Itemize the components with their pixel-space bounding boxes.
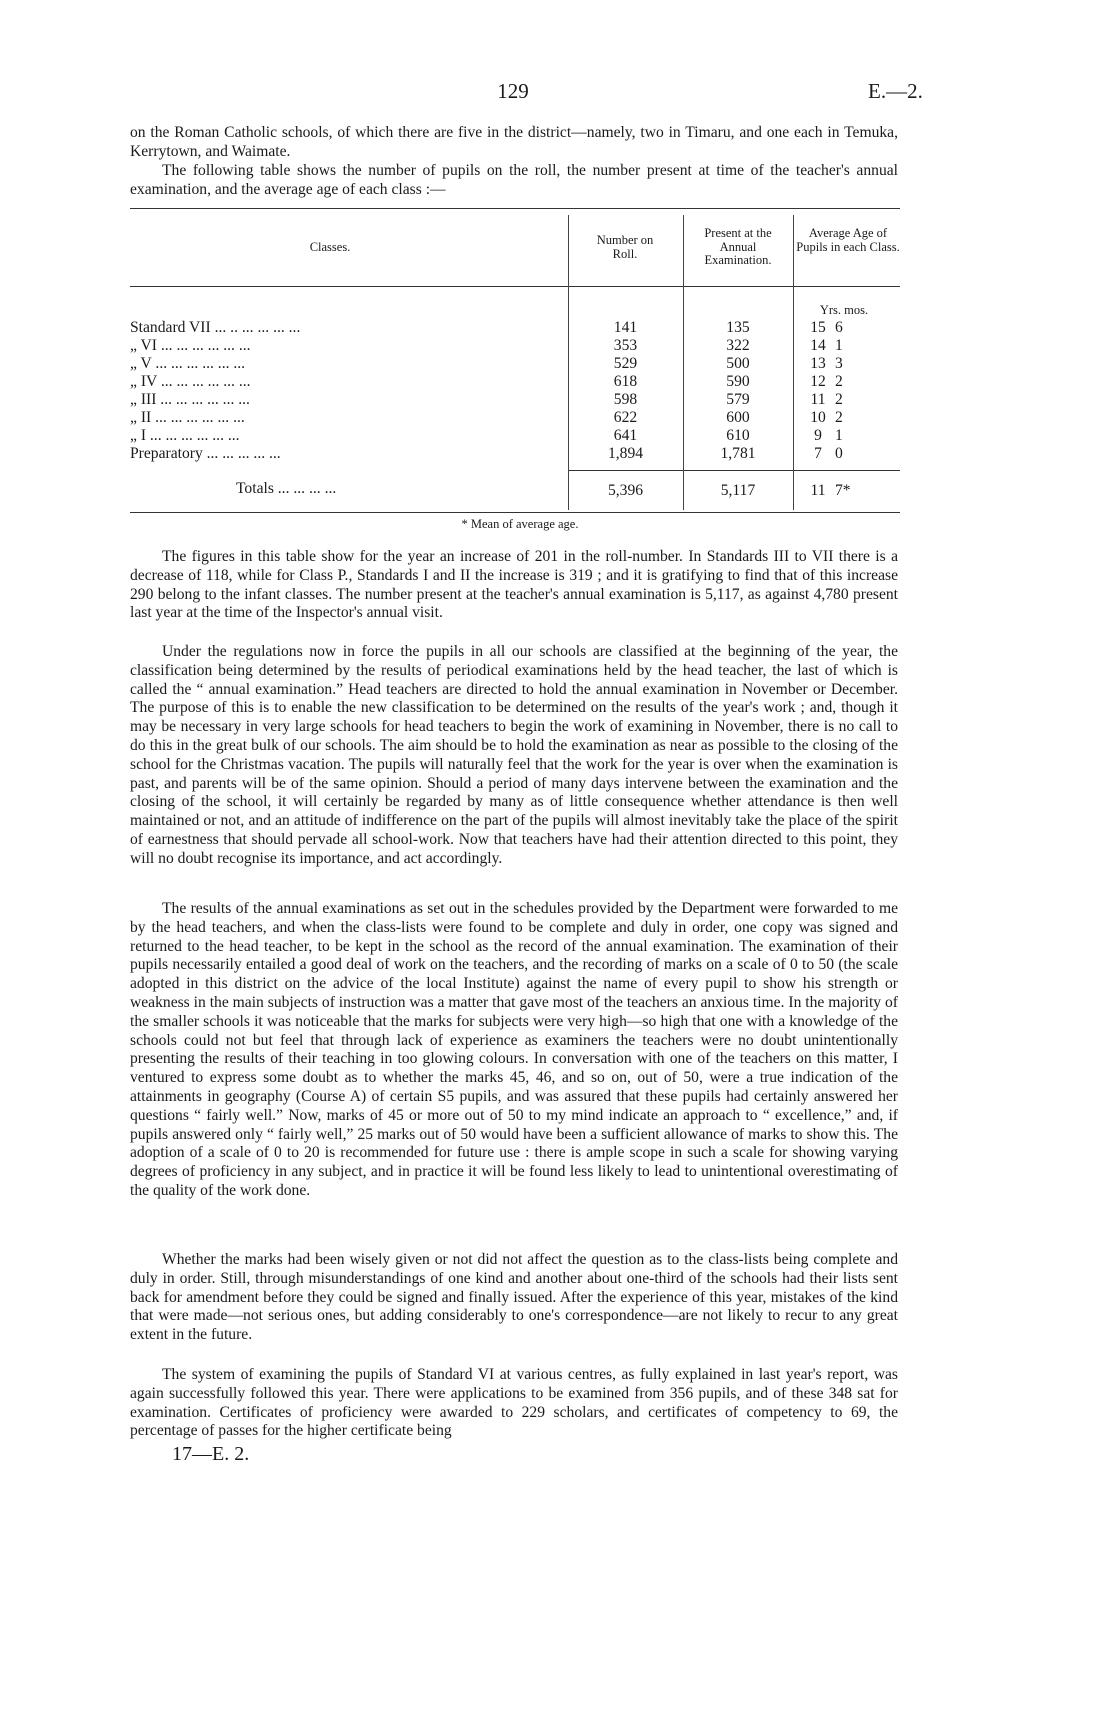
present-cell: 322 (726, 337, 750, 354)
totals-present: 5,117 (720, 482, 756, 499)
roll-cell: 529 (613, 355, 638, 372)
age-months-cell: 3 (835, 355, 843, 372)
present-cell: 590 (726, 373, 750, 390)
table-row-label: „ V ... ... ... ... ... ... (130, 355, 246, 372)
table-col-divider-3 (793, 215, 794, 510)
age-months-cell: 0 (835, 445, 843, 462)
age-units-label: Yrs. mos. (819, 303, 869, 317)
paragraph-3: The figures in this table show for the year an increase of 201 in the roll-number. In Standards III to VII there is a decrease of 118, while for Class P., Standards I and II the increase is 319 ; and it is gratifying to find that of this increase 290 belong to the infant classes. The number present at the teacher's annual examination is 5,117, as against 4,780 present last year at the time of the Inspector's annual visit. (130, 548, 898, 622)
totals-label: Totals ... ... ... ... (236, 480, 337, 497)
table-row-label: „ III ... ... ... ... ... ... (130, 391, 250, 408)
age-months-cell: 1 (835, 427, 843, 444)
table-totals-rule (568, 470, 900, 471)
roll-cell: 622 (613, 409, 638, 426)
paragraph-4: Under the regulations now in force the pupils in all our schools are classified at the beginning of the year, the classification being determined by the results of periodical examinations held by the head teacher, the last of which is called the “ annual examination.” Head teachers are directed to hold the annual examination in November or December. The purpose of this is to enable the new classification to be determined on the results of the year's work ; and, though it may be necessary in very large schools for head teachers to begin the work of examining in November, there is no call to do this in the great bulk of our schools. The aim should be to hold the examination as near as possible to the closing of the school for the Christmas vacation. The pupils will naturally feel that the work for the year is over when the examination is past, and parents will be of the same opinion. Should a period of many days intervene between the examination and the closing of the school, it will certainly be regarded by many as of little consequence whether attendance is then well maintained or not, and an attitude of indifference on the part of the pupils will almost inevitably take the place of the spirit of earnestness that should pervade all school-work. Now that teachers have had their attention directed to this point, they will no doubt recognise its importance, and act accordingly. (130, 643, 898, 867)
paragraph-7: The system of examining the pupils of Standard VI at various centres, as fully explained in last year's report, was again successfully followed this year. There were applications to be examined from 356 pupils, and of these 348 sat for examination. Certificates of proficiency were awarded to 229 scholars, and certificates of competency to 69, the percentage of passes for the higher certificate being (130, 1366, 898, 1440)
header-classes: Classes. (309, 240, 351, 254)
header-number-on-roll: Number on Roll. (596, 233, 654, 261)
roll-cell: 618 (613, 373, 638, 390)
present-cell: 610 (726, 427, 750, 444)
table-row-label: „ IV ... ... ... ... ... ... (130, 373, 251, 390)
roll-cell: 641 (613, 427, 638, 444)
totals-roll: 5,396 (607, 482, 644, 499)
roll-cell: 598 (613, 391, 638, 408)
roll-cell: 1,894 (607, 445, 644, 462)
age-months-cell: 6 (835, 319, 843, 336)
present-cell: 500 (726, 355, 750, 372)
table-footnote: * Mean of average age. (461, 517, 579, 531)
age-years-cell: 10 (810, 409, 826, 426)
age-years-cell: 7 (814, 445, 822, 462)
header-average-age: Average Age of Pupils in each Class. (796, 226, 900, 254)
age-months-cell: 2 (835, 409, 843, 426)
age-months-cell: 1 (835, 337, 843, 354)
age-years-cell: 14 (810, 337, 826, 354)
page-number: 129 (497, 79, 529, 103)
table-bottom-rule (130, 512, 900, 513)
paragraph-6: Whether the marks had been wisely given or not did not affect the question as to the class-lists being complete and duly in order. Still, through misunderstandings of one kind and another about one-third of the schools had their lists sent back for amendment before they could be signed and finally issued. After the experience of this year, mistakes of the kind that were made—not serious ones, but adding considerably to one's correspondence—are not likely to recur to any great extent in the future. (130, 1251, 898, 1344)
present-cell: 1,781 (720, 445, 756, 462)
age-years-cell: 15 (810, 319, 826, 336)
totals-age-years: 11 (810, 482, 826, 499)
age-years-cell: 9 (814, 427, 822, 444)
paragraph-5: The results of the annual examinations as set out in the schedules provided by the Department were forwarded to me by the head teachers, and when the class-lists were found to be complete and duly in order, one copy was signed and returned to the head teacher, to be kept in the school as the record of the annual examination. The examination of their pupils necessarily entailed a good deal of work on the teachers, and the recording of marks on a scale of 0 to 50 (the scale adopted in this district on the advice of the local Institute) against the name of every pupil to show his strength or weakness in the main subjects of instruction was a matter that gave most of the teachers an anxious time. In the majority of the smaller schools it was noticeable that the marks for subjects were very high—so high that one with a knowledge of the schools could not but feel that through lack of experience as examiners the teachers were no doubt unintentionally presenting the results of their teaching in too glowing colours. In conversation with one of the teachers on this matter, I ventured to express some doubt as to whether the marks 45, 46, and so on, out of 50, were a true indication of the attainments in geography (Course A) of certain S5 pupils, and was assured that these pupils had certainly answered her questions “ fairly well.” Now, marks of 45 or more out of 50 to my mind indicate an approach to “ excellence,” and, if pupils answered only “ fairly well,” 25 marks out of 50 would have been a sufficient allowance of marks to show this. The adoption of a scale of 0 to 20 is recommended for future use : there is ample scope in such a scale for showing varying degrees of proficiency in any subject, and in practice it will be found less likely to lead to unintentional overestimating of the quality of the work done. (130, 900, 898, 1199)
table-header-rule (130, 286, 900, 287)
totals-age-months: 7* (835, 482, 851, 499)
paragraph-2: The following table shows the number of pupils on the roll, the number present at time of the teacher's annual examination, and the average age of each class :— (130, 162, 898, 198)
age-years-cell: 13 (810, 355, 826, 372)
roll-cell: 141 (613, 319, 638, 336)
document-reference: E.—2. (868, 79, 923, 103)
present-cell: 579 (726, 391, 750, 408)
table-row-label: „ II ... ... ... ... ... ... (130, 409, 245, 426)
table-row-label: „ I ... ... ... ... ... ... (130, 427, 240, 444)
present-cell: 600 (726, 409, 750, 426)
age-months-cell: 2 (835, 373, 843, 390)
present-cell: 135 (726, 319, 750, 336)
paragraph-1: on the Roman Catholic schools, of which there are five in the district—namely, two in Timaru, and one each in Temuka, Kerrytown, and Waimate. (130, 124, 898, 160)
age-months-cell: 2 (835, 391, 843, 408)
table-top-rule (130, 208, 900, 209)
table-row-label: „ VI ... ... ... ... ... ... (130, 337, 251, 354)
age-years-cell: 11 (810, 391, 826, 408)
age-years-cell: 12 (810, 373, 826, 390)
table-row-label: Preparatory ... ... ... ... ... (130, 445, 281, 462)
page-signature-mark: 17—E. 2. (172, 1443, 250, 1465)
table-row-label: Standard VII ... .. ... ... ... ... (130, 319, 301, 336)
roll-cell: 353 (613, 337, 638, 354)
header-present-at-examination: Present at the Annual Examination. (704, 226, 772, 267)
